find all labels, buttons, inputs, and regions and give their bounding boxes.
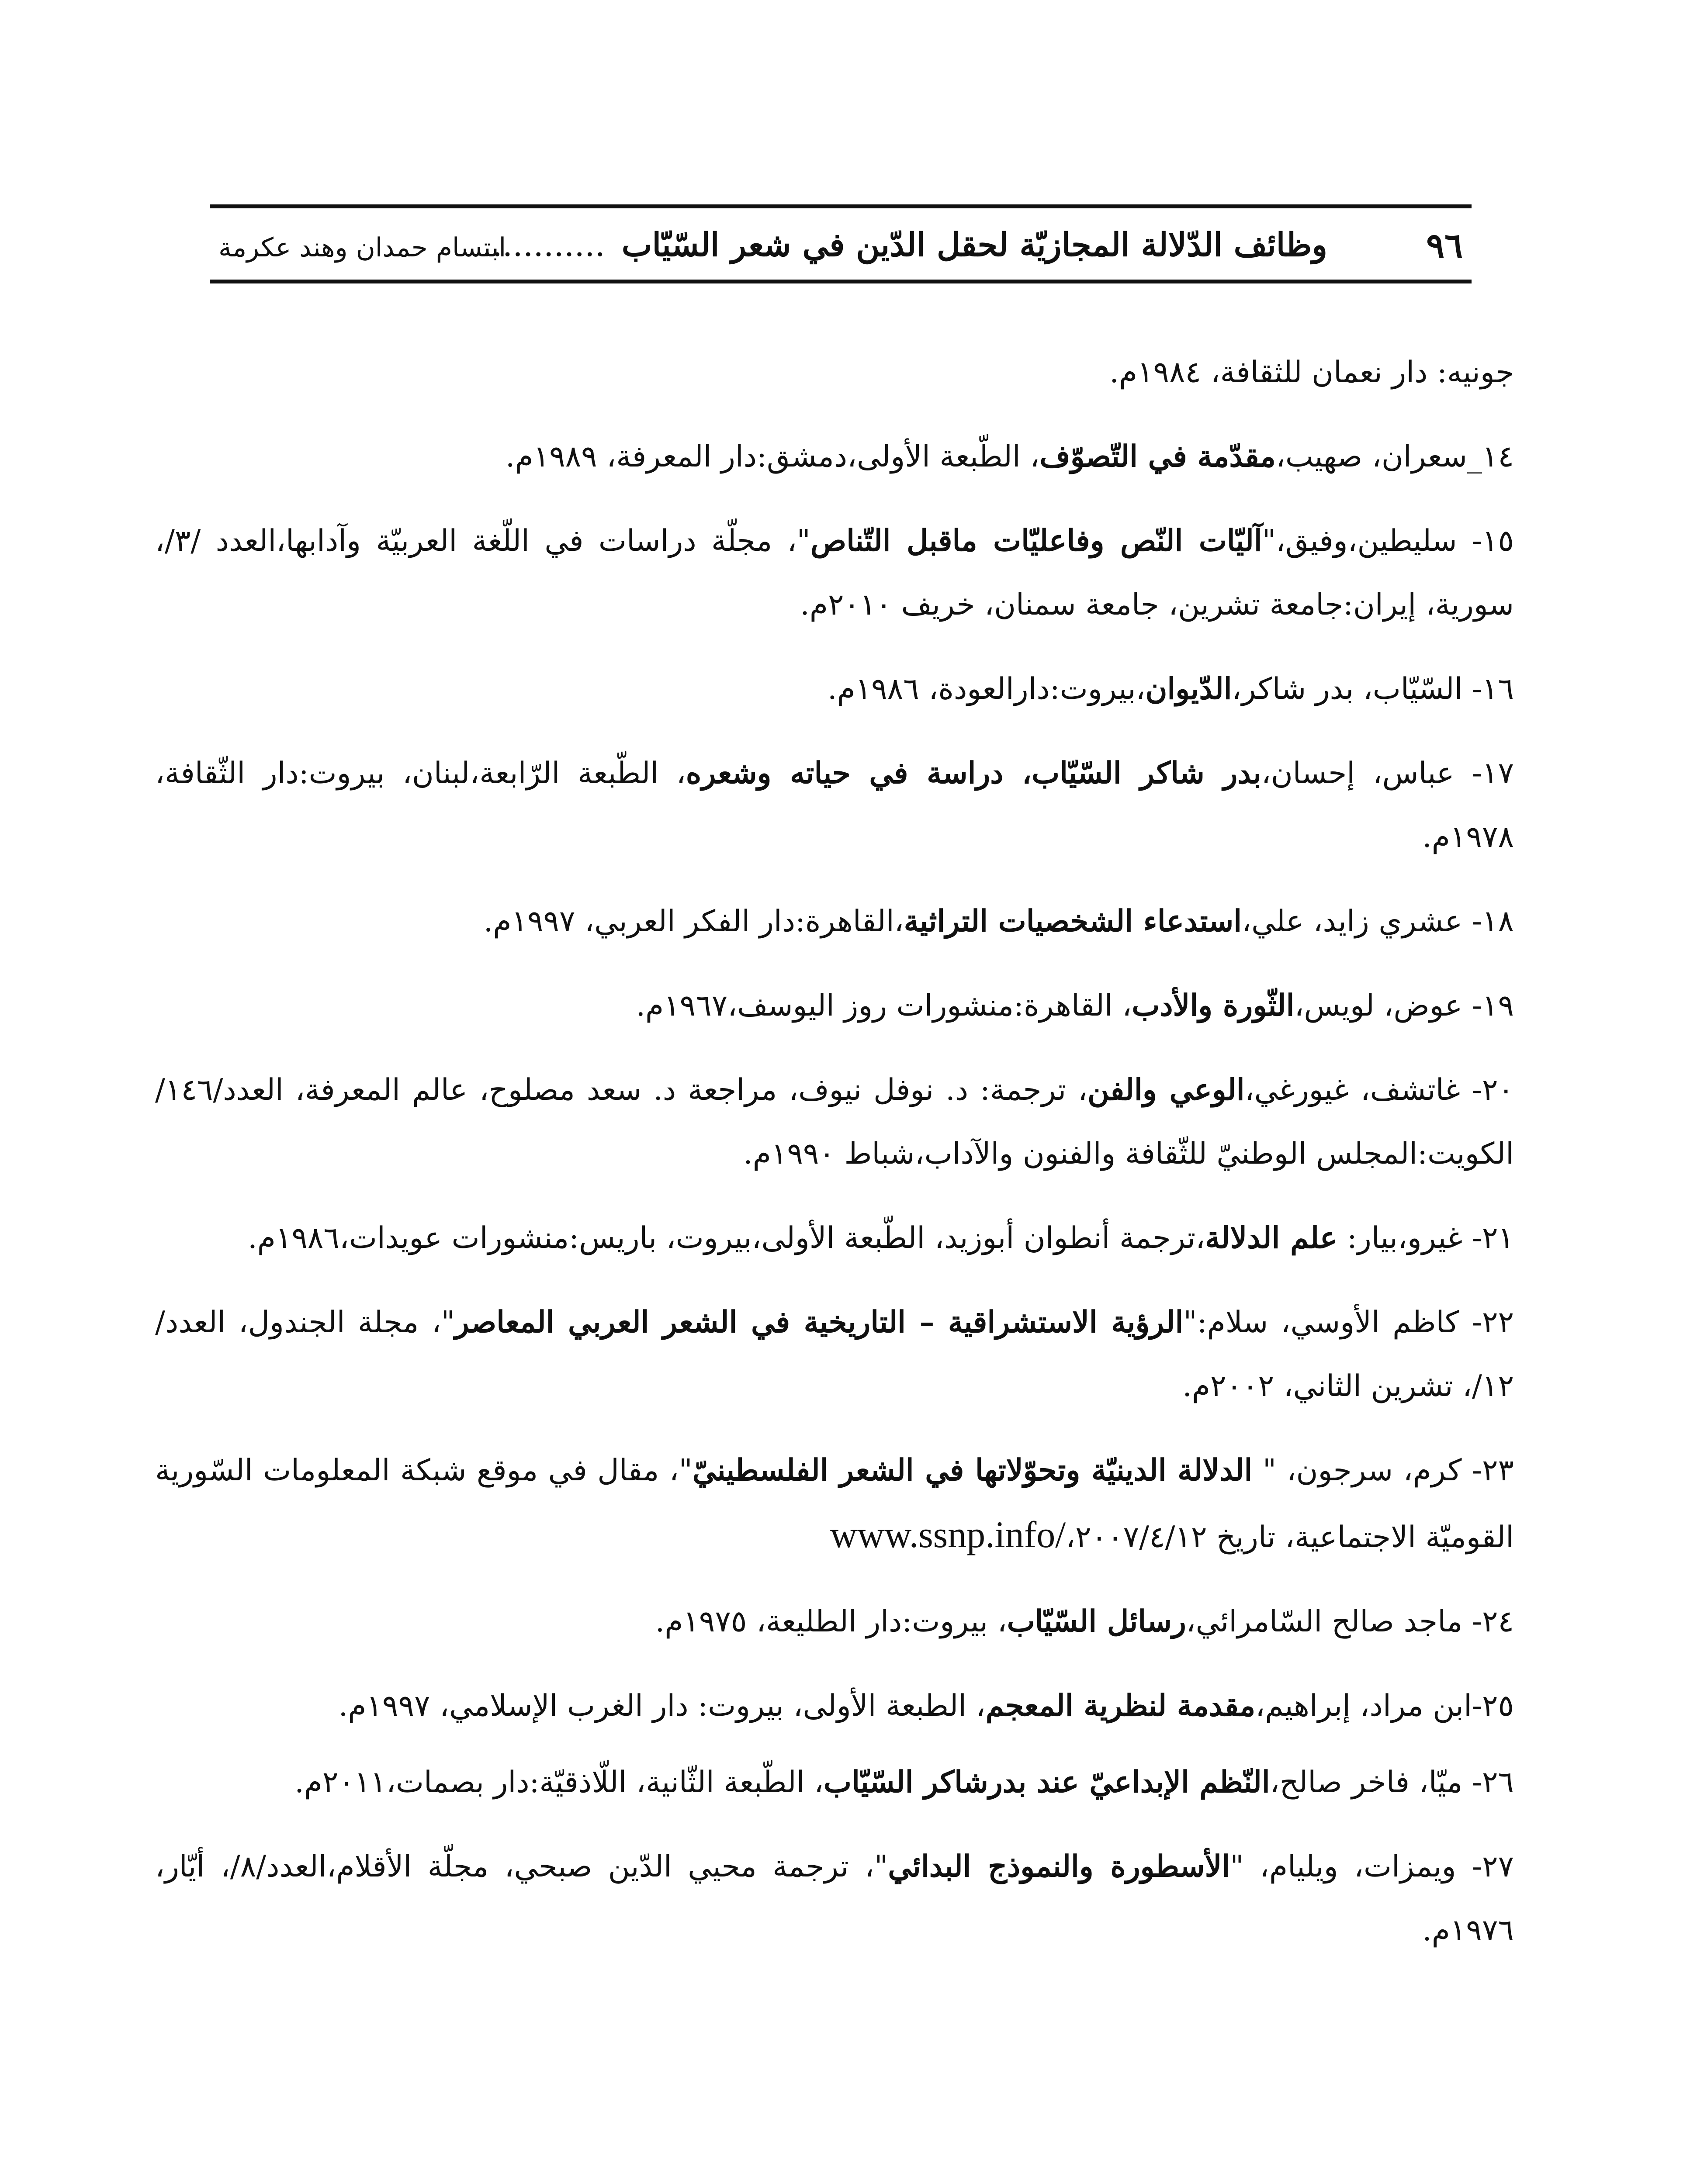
reference-entry bbox=[155, 1290, 1514, 1418]
reference-entry bbox=[155, 1206, 1514, 1270]
reference-details: ،بيروت:دارالعودة، ١٩٨٦م. bbox=[827, 672, 1146, 706]
reference-details: ، الطّبعة الثّانية، اللّاذقيّة:دار بصمات،٢٠١١م. bbox=[294, 1765, 824, 1800]
running-title bbox=[482, 221, 1327, 269]
header-top-rule bbox=[210, 204, 1472, 208]
reference-entry bbox=[155, 889, 1514, 954]
page-number: ٩٦ bbox=[1426, 226, 1463, 266]
reference-details: ، ترجمة: د. نوفل نيوف، مراجعة د. سعد مصلوح، عالم المعرفة، العدد/١٤٦/ الكويت:المجلس الوطنيّ للثّقافة والفنون والآداب،شباط ١٩٩٠م. bbox=[155, 1073, 1514, 1171]
reference-entry bbox=[155, 1438, 1514, 1569]
reference-details: "، مجلّة دراسات في اللّغة العربيّة وآدابها،العدد /٣/، سورية، إيران:جامعة تشرين، جامعة سمنان، خريف ٢٠١٠م. bbox=[155, 524, 1514, 622]
reference-entry bbox=[155, 741, 1514, 869]
reference-author: ١٦- السّيّاب، بدر شاكر، bbox=[1232, 672, 1514, 706]
article-title: وظائف الدّلالة المجازيّة لحقل الدّين في شعر السّيّاب bbox=[621, 226, 1327, 264]
reference-text: جونيه: دار نعمان للثقافة، ١٩٨٤م. bbox=[1109, 355, 1514, 390]
reference-entry bbox=[155, 341, 1514, 404]
reference-title: الرؤية الاستشراقية – التاريخية في الشعر العربي المعاصر bbox=[454, 1305, 1184, 1340]
reference-title: الوعي والفن bbox=[1087, 1072, 1245, 1107]
reference-title: رسائل السّيّاب bbox=[1007, 1604, 1186, 1639]
reference-entry bbox=[155, 1590, 1514, 1654]
header-bottom-rule bbox=[210, 280, 1472, 283]
reference-entry bbox=[155, 657, 1514, 721]
reference-author: ٢٦- ميّا، فاخر صالح، bbox=[1270, 1765, 1514, 1800]
reference-title: مقدمة لنظرية المعجم bbox=[985, 1688, 1256, 1723]
reference-entry bbox=[155, 1058, 1514, 1186]
reference-details: ،القاهرة:دار الفكر العربي، ١٩٩٧م. bbox=[483, 904, 904, 939]
reference-author: ١٥- سليطين،وفيق،" bbox=[1262, 524, 1514, 558]
reference-entry bbox=[155, 1750, 1514, 1814]
reference-title: علم الدلالة bbox=[1205, 1220, 1338, 1255]
reference-author: ٢٣- كرم، سرجون، " bbox=[1252, 1453, 1514, 1488]
reference-title: الأسطورة والنموذج البدائي bbox=[888, 1849, 1230, 1884]
reference-author: ١٩- عوض، لويس، bbox=[1294, 988, 1514, 1023]
reference-details: ، الطبعة الأولى، بيروت: دار الغرب الإسلامي، ١٩٩٧م. bbox=[338, 1689, 986, 1723]
references-list bbox=[155, 341, 1514, 1983]
reference-author: ٢٧- ويمزات، ويليام، " bbox=[1230, 1849, 1514, 1884]
reference-title: النّظم الإبداعيّ عند بدرشاكر السّيّاب bbox=[824, 1765, 1270, 1800]
reference-entry bbox=[155, 1674, 1514, 1738]
reference-title: الدّيوان bbox=[1145, 671, 1232, 706]
reference-details: ، بيروت:دار الطليعة، ١٩٧٥م. bbox=[655, 1604, 1007, 1639]
reference-author: ١٧- عباس، إحسان، bbox=[1261, 756, 1514, 791]
reference-author: ٢٤- ماجد صالح السّامرائي، bbox=[1186, 1604, 1514, 1639]
reference-entry bbox=[155, 509, 1514, 637]
reference-author: ١٤_سعران، صهيب، bbox=[1275, 439, 1514, 474]
reference-title: الثّورة والأدب bbox=[1132, 988, 1295, 1023]
reference-author: ٢٥-ابن مراد، إبراهيم، bbox=[1255, 1689, 1514, 1723]
reference-entry bbox=[155, 974, 1514, 1038]
reference-author: ٢٠- غاتشف، غيورغي، bbox=[1244, 1073, 1514, 1107]
reference-details: ،ترجمة أنطوان أبوزيد، الطّبعة الأولى،بيروت، باريس:منشورات عويدات،١٩٨٦م. bbox=[248, 1221, 1205, 1255]
reference-details: "، مجلة الجندول، العدد/١٢/، تشرين الثاني، ٢٠٠٢م. bbox=[155, 1305, 1514, 1403]
reference-entry bbox=[155, 425, 1514, 489]
reference-title: مقدّمة في التّصوّف bbox=[1039, 439, 1276, 474]
article-authors: ابتسام حمدان وهند عكرمة bbox=[218, 232, 506, 263]
leader-dots: ............ bbox=[481, 226, 606, 264]
reference-author: ١٨- عشري زايد، علي، bbox=[1242, 904, 1514, 939]
reference-url-link[interactable]: www.ssnp.info/ bbox=[830, 1514, 1066, 1555]
reference-entry bbox=[155, 1835, 1514, 1963]
reference-details: ، القاهرة:منشورات روز اليوسف،١٩٦٧م. bbox=[636, 988, 1132, 1023]
reference-details: ، الطّبعة الرّابعة،لبنان، بيروت:دار الثّقافة، ١٩٧٨م. bbox=[155, 756, 1514, 854]
reference-title: بدر شاكر السّيّاب، دراسة في حياته وشعره bbox=[686, 756, 1261, 791]
reference-author: ٢٢- كاظم الأوسي، سلام:" bbox=[1183, 1305, 1514, 1340]
reference-details: "، مقال في موقع شبكة المعلومات السّورية القوميّة الاجتماعية، تاريخ ٢٠٠٧/٤/١٢، bbox=[155, 1453, 1514, 1555]
reference-author: ٢١- غيرو،بيار: bbox=[1337, 1221, 1514, 1255]
reference-title: آليّات النّص وفاعليّات ماقبل التّناص bbox=[810, 523, 1262, 558]
reference-title: استدعاء الشخصيات التراثية bbox=[904, 904, 1242, 939]
running-header bbox=[210, 218, 1472, 271]
reference-details: ، الطّبعة الأولى،دمشق:دار المعرفة، ١٩٨٩م. bbox=[505, 439, 1040, 474]
reference-title: الدلالة الدينيّة وتحوّلاتها في الشعر الفلسطينيّ bbox=[692, 1453, 1253, 1488]
reference-details: "، ترجمة محيي الدّين صبحي، مجلّة الأقلام،العدد/٨/، أيّار، ١٩٧٦م. bbox=[155, 1849, 1514, 1948]
